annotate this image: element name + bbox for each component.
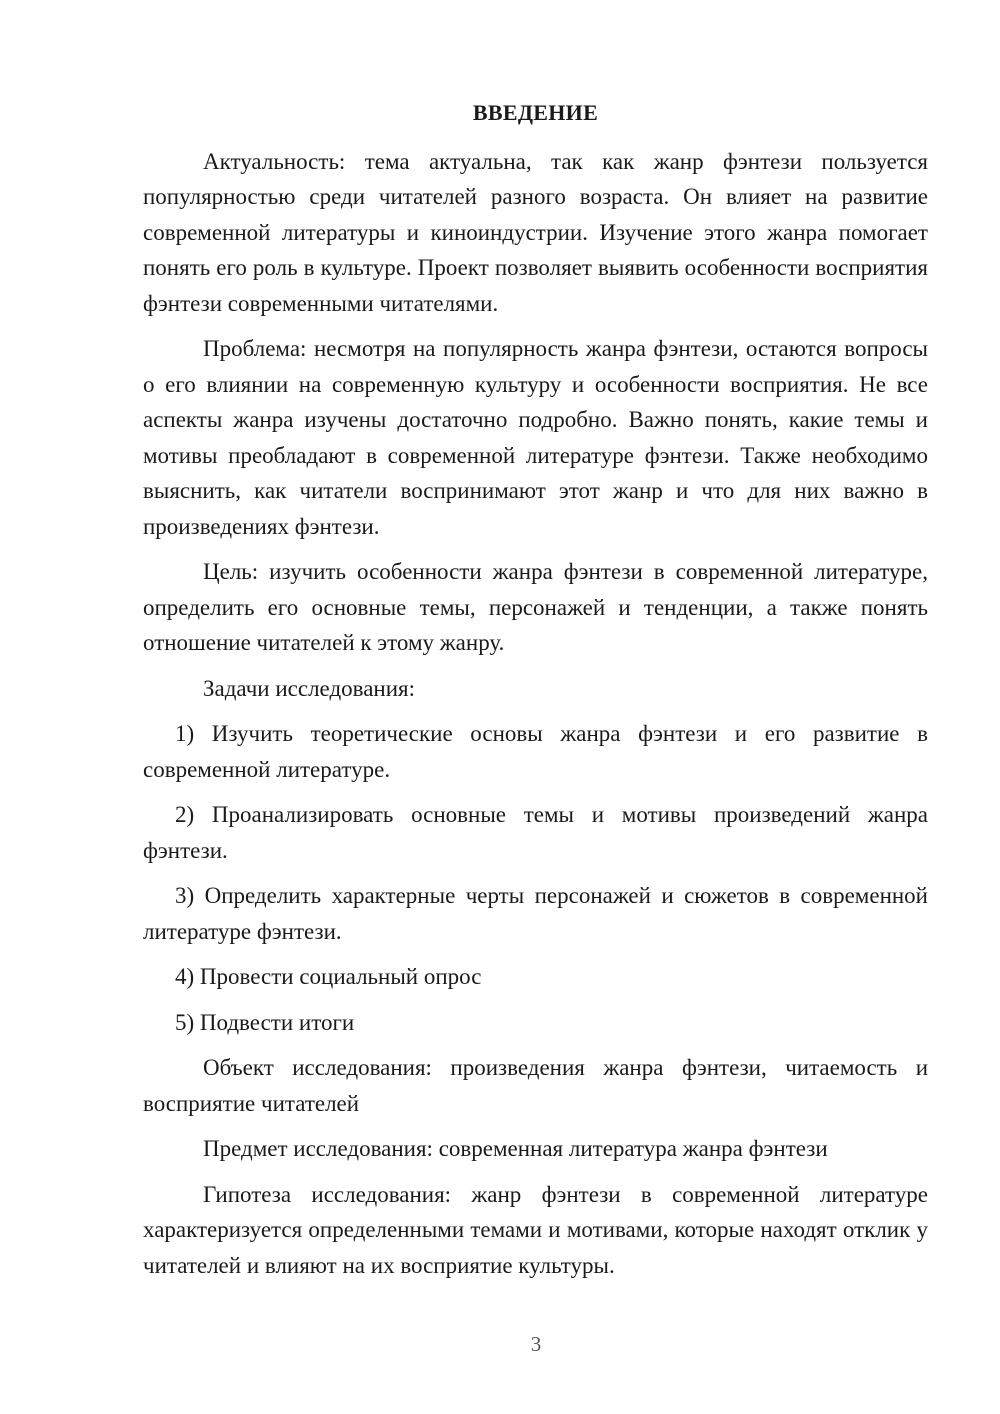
goal-paragraph: Цель: изучить особенности жанра фэнтези в современной литературе, определить его основные темы, персонажей и тенденции, а также понять отношение читателей к этому жанру. [143,559,928,655]
task-item-3: 3) Определить характерные черты персонажей и сюжетов в современной литературе фэнтези. [143,883,928,944]
hypothesis-paragraph: Гипотеза исследования: жанр фэнтези в современной литературе характеризуется определенными темами и мотивами, которые находят отклик у читателей и влияют на их восприятие культуры. [143,1181,928,1278]
page-title: ВВЕДЕНИЕ [472,100,599,125]
object-paragraph: Объект исследования: произведения жанра фэнтези, читаемость и восприятие читателей [143,1055,928,1116]
tasks-label: Задачи исследования: [203,675,416,701]
problem-paragraph: Проблема: несмотря на популярность жанра фэнтези, остаются вопросы о его влиянии на современную культуру и особенности восприятия. Не все аспекты жанра изучены достаточно подробно. Важно понять, какие темы и мотивы преобладают в современной литературе фэнтези. Также необходимо выяснить, как читатели воспринимают этот жанр и что для них важно в произведениях фэнтези. [143,336,928,539]
task-item-2: 2) Проанализировать основные темы и мотивы произведений жанра фэнтези. [143,802,928,863]
document-page [143,95,928,1293]
task-item-1: 1) Изучить теоретические основы жанра фэнтези и его развитие в современной литературе. [143,721,928,782]
page-number: 3 [530,1332,542,1356]
task-item-4: 4) Провести социальный опрос [175,964,482,989]
task-item-5: 5) Подвести итоги [175,1009,355,1035]
relevance-paragraph: Актуальность: тема актуальна, так как жанр фэнтези пользуется популярностью среди читателей разного возраста. Он влияет на развитие современной литературы и киноиндустрии. Изучение этого жанра помогает понять его роль в культуре. Проект позволяет выявить особенности восприятия фэнтези современными читателями. [143,148,928,316]
subject-paragraph: Предмет исследования: современная литература жанра фэнтези [203,1136,828,1161]
